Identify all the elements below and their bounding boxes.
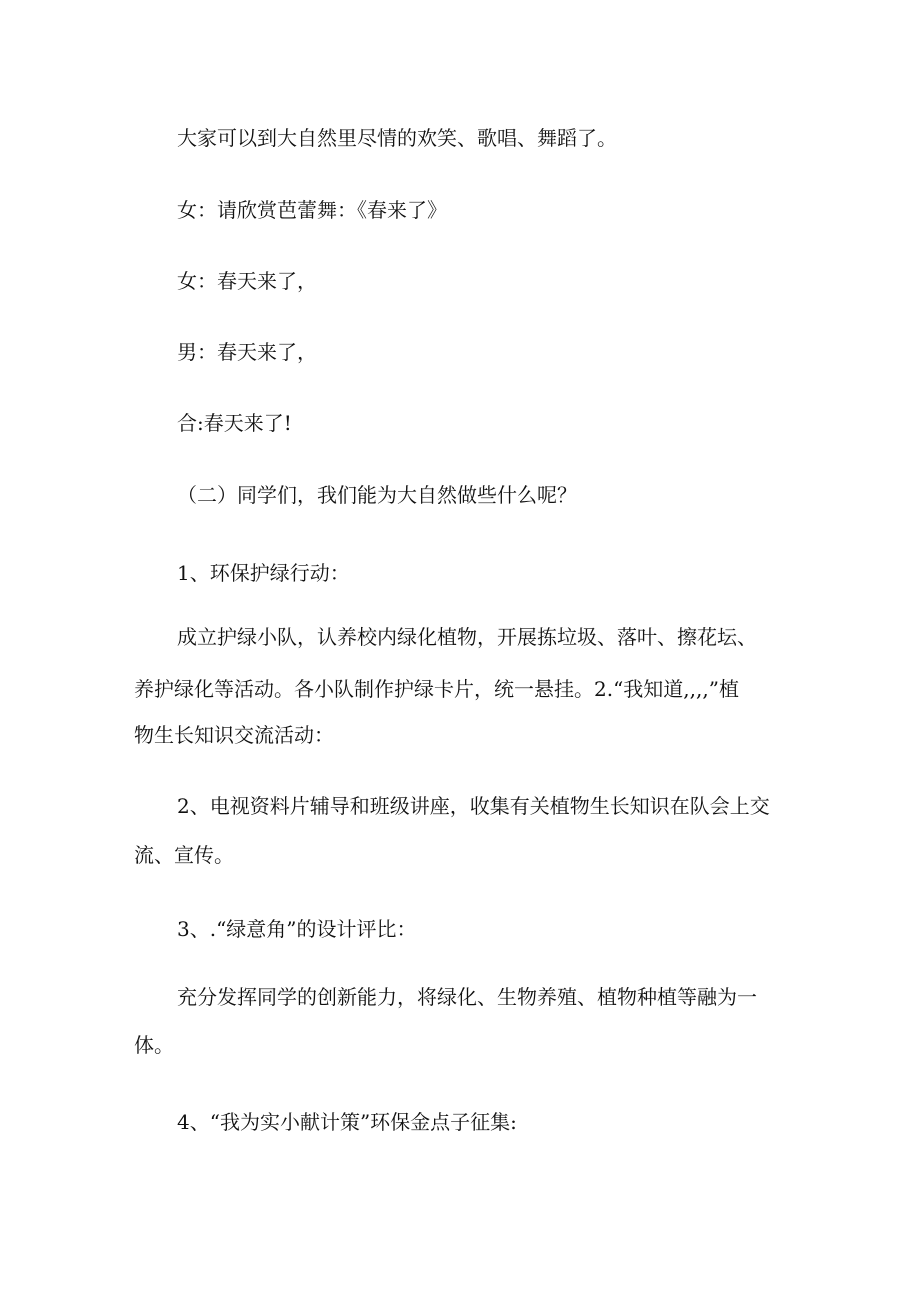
list-item-heading: 1、环保护绿行动： bbox=[177, 561, 350, 585]
paragraph-line: 成立护绿小队，认养校内绿化植物，开展拣垃圾、落叶、擦花坛、 bbox=[177, 625, 757, 649]
paragraph-line: 养护绿化等活动。各小队制作护绿卡片，统一悬挂。2.“我知道,,,,”植 bbox=[134, 677, 739, 701]
paragraph-line: 男：春天来了， bbox=[177, 340, 317, 364]
section-heading: （二）同学们，我们能为大自然做些什么呢？ bbox=[177, 483, 577, 507]
paragraph-line: 体。 bbox=[134, 1033, 174, 1057]
paragraph-line: 合:春天来了! bbox=[177, 411, 292, 435]
paragraph-line: 大家可以到大自然里尽情的欢笑、歌唱、舞蹈了。 bbox=[177, 126, 617, 150]
paragraph-line: 物生长知识交流活动： bbox=[134, 723, 334, 747]
paragraph-line: 女：请欣赏芭蕾舞：《春来了》 bbox=[177, 198, 447, 222]
paragraph-line: 流、宣传。 bbox=[134, 843, 234, 867]
paragraph-line: 女：春天来了， bbox=[177, 269, 317, 293]
list-item-heading: 3、.“绿意角”的设计评比： bbox=[177, 917, 417, 941]
list-item-heading: 4、“我为实小献计策”环保金点子征集: bbox=[177, 1110, 517, 1134]
list-item-heading: 2、电视资料片辅导和班级讲座，收集有关植物生长知识在队会上交 bbox=[177, 794, 770, 818]
paragraph-line: 充分发挥同学的创新能力，将绿化、生物养殖、植物种植等融为一 bbox=[177, 985, 757, 1009]
